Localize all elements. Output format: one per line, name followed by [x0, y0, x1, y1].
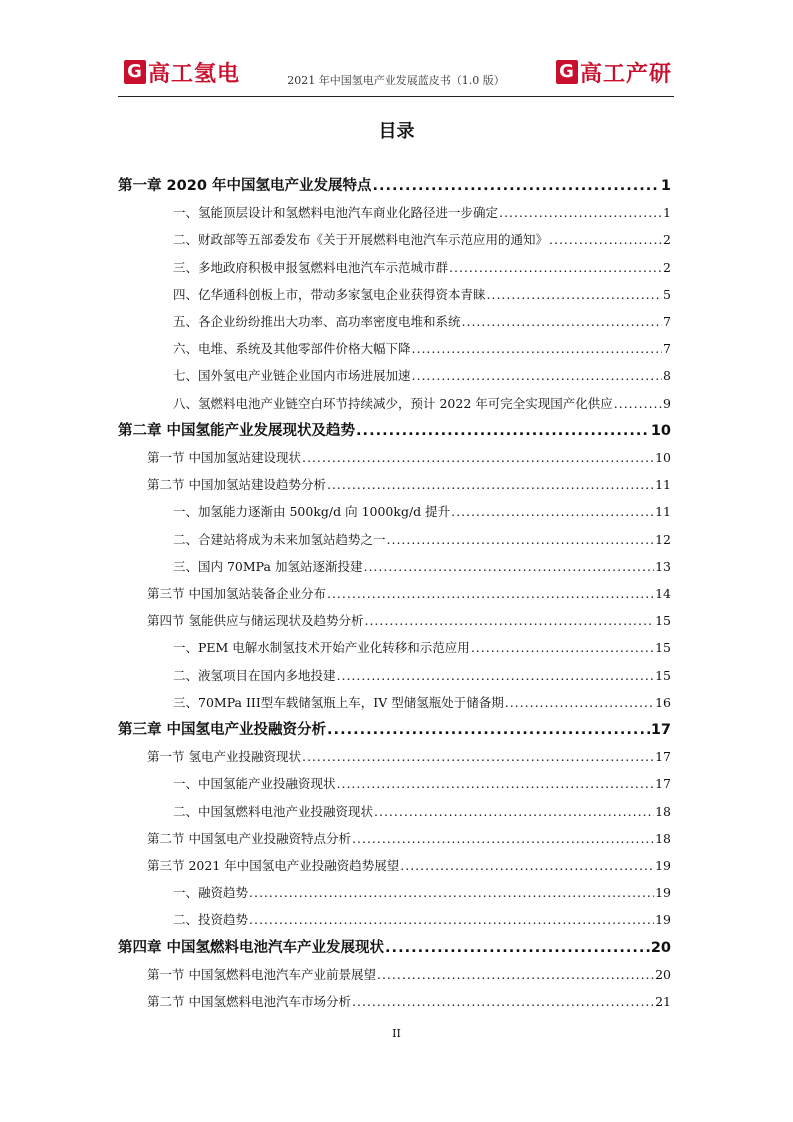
toc-leader-dots [487, 286, 663, 304]
toc-entry-page: 7 [663, 314, 671, 329]
toc-leader-dots [302, 449, 654, 467]
toc-entry-page: 8 [663, 368, 671, 383]
toc-leader-dots [385, 939, 650, 957]
toc-entry-page: 15 [655, 613, 671, 628]
toc-leader-dots [249, 911, 654, 929]
toc-entry-page: 1 [663, 205, 671, 220]
toc-leader-dots [449, 259, 662, 277]
toc-entry-label: 第一节 中国加氢站建设现状 [147, 450, 301, 465]
toc-leader-dots [327, 585, 654, 603]
toc-entry-label: 一、氢能顶层设计和氢燃料电池汽车商业化路径进一步确定 [173, 205, 499, 220]
page-header [118, 54, 674, 98]
page-number: II [392, 1027, 401, 1040]
toc-subsection-entry[interactable] [173, 231, 671, 249]
toc-leader-dots [327, 476, 654, 494]
logo-right-text: 高工产研 [579, 61, 672, 87]
toc-leader-dots [337, 667, 655, 685]
toc-chapter-entry[interactable] [118, 422, 671, 440]
toc-entry-label: 第三章 中国氢电产业投融资分析 [118, 722, 327, 738]
toc-entry-page: 19 [655, 885, 671, 900]
toc-leader-dots [337, 775, 655, 793]
toc-entry-label: 第三节 2021 年中国氢电产业投融资趋势展望 [147, 858, 400, 873]
toc-entry-page: 15 [655, 640, 671, 655]
toc-entry-label: 二、财政部等五部委发布《关于开展燃料电池汽车示范应用的通知》 [173, 232, 549, 247]
toc-entry-label: 一、PEM 电解水制氢技术开始产业化转移和示范应用 [173, 640, 470, 655]
toc-subsection-entry[interactable] [173, 639, 671, 657]
toc-chapter-entry[interactable] [118, 721, 671, 739]
toc-leader-dots [471, 639, 654, 657]
toc-subsection-entry[interactable] [173, 286, 671, 304]
toc-subsection-entry[interactable] [173, 803, 671, 821]
toc-entry-label: 六、电堆、系统及其他零部件价格大幅下降 [173, 341, 411, 356]
toc-subsection-entry[interactable] [173, 558, 671, 576]
toc-leader-dots [356, 422, 650, 440]
toc-entry-label: 第一章 2020 年中国氢电产业发展特点 [118, 178, 372, 194]
toc-entry-page: 9 [663, 396, 671, 411]
toc-leader-dots [374, 803, 654, 821]
toc-leader-dots [462, 313, 663, 331]
toc-entry-label: 第一节 中国氢燃料电池汽车产业前景展望 [147, 967, 376, 982]
toc-entry-page: 11 [655, 477, 671, 492]
toc-leader-dots [412, 367, 663, 385]
toc-section-entry[interactable] [147, 449, 671, 467]
toc-entry-label: 第二节 中国氢燃料电池汽车市场分析 [147, 994, 351, 1009]
toc-subsection-entry[interactable] [173, 340, 671, 358]
toc-section-entry[interactable] [147, 476, 671, 494]
toc-leader-dots [387, 531, 655, 549]
toc-entry-label: 第四章 中国氢燃料电池汽车产业发展现状 [118, 940, 385, 956]
toc-leader-dots [352, 830, 654, 848]
toc-leader-dots [249, 884, 654, 902]
toc-subsection-entry[interactable] [173, 204, 671, 222]
toc-entry-label: 第二节 中国加氢站建设趋势分析 [147, 477, 326, 492]
toc-entry-label: 三、多地政府积极申报氢燃料电池汽车示范城市群 [173, 260, 449, 275]
toc-leader-dots [505, 694, 654, 712]
toc-entry-page: 5 [663, 287, 671, 302]
toc-entry-page: 19 [655, 912, 671, 927]
toc-entry-page: 20 [655, 967, 671, 982]
toc-section-entry[interactable] [147, 993, 671, 1011]
toc-entry-label: 五、各企业纷纷推出大功率、高功率密度电堆和系统 [173, 314, 461, 329]
toc-subsection-entry[interactable] [173, 259, 671, 277]
toc-leader-dots [412, 340, 663, 358]
toc-leader-dots [372, 177, 659, 195]
toc-entry-label: 一、中国氢能产业投融资现状 [173, 776, 336, 791]
toc-entry-page: 18 [655, 804, 671, 819]
logo-mark-icon: G [124, 60, 146, 84]
toc-leader-dots [327, 721, 650, 739]
toc-entry-page: 10 [655, 450, 671, 465]
toc-entry-label: 第四节 氢能供应与储运现状及趋势分析 [147, 613, 364, 628]
toc-chapter-entry[interactable] [118, 177, 671, 195]
toc-entry-label: 一、融资趋势 [173, 885, 249, 900]
toc-subsection-entry[interactable] [173, 313, 671, 331]
toc-subsection-entry[interactable] [173, 395, 671, 413]
gaogong-research-logo [556, 58, 672, 86]
toc-section-entry[interactable] [147, 585, 671, 603]
toc-entry-page: 11 [655, 504, 671, 519]
toc-leader-dots [363, 558, 654, 576]
toc-subsection-entry[interactable] [173, 911, 671, 929]
header-divider [118, 96, 674, 97]
toc-entry-label: 第三节 中国加氢站装备企业分布 [147, 586, 326, 601]
toc-section-entry[interactable] [147, 748, 671, 766]
toc-entry-label: 一、加氢能力逐渐由 500kg/d 向 1000kg/d 提升 [173, 504, 451, 519]
toc-entry-label: 三、国内 70MPa 加氢站逐渐投建 [173, 559, 363, 574]
toc-entry-label: 第二章 中国氢能产业发展现状及趋势 [118, 423, 356, 439]
toc-entry-page: 16 [655, 695, 671, 710]
toc-entry-page: 2 [663, 260, 671, 275]
toc-subsection-entry[interactable] [173, 667, 671, 685]
toc-entry-page: 2 [663, 232, 671, 247]
toc-entry-page: 19 [655, 858, 671, 873]
toc-leader-dots [400, 857, 654, 875]
toc-subsection-entry[interactable] [173, 367, 671, 385]
toc-leader-dots [549, 231, 662, 249]
toc-entry-label: 二、投资趋势 [173, 912, 249, 927]
toc-subsection-entry[interactable] [173, 775, 671, 793]
toc-section-entry[interactable] [147, 966, 671, 984]
toc-entry-label: 第一节 氢电产业投融资现状 [147, 749, 301, 764]
toc-entry-page: 13 [655, 559, 671, 574]
toc-entry-page: 12 [655, 532, 671, 547]
toc-entry-page: 21 [655, 994, 671, 1009]
header-title: 2021 年中国氢电产业发展蓝皮书（1.0 版） [287, 74, 505, 87]
toc-entry-label: 三、70MPa III型车载储氢瓶上车，IV 型储氢瓶处于储备期 [173, 695, 504, 710]
toc-leader-dots [499, 204, 662, 222]
toc-subsection-entry[interactable] [173, 531, 671, 549]
toc-entry-page: 20 [650, 940, 671, 956]
toc-chapter-entry[interactable] [118, 939, 671, 957]
toc-entry-page: 17 [655, 749, 671, 764]
toc-section-entry[interactable] [147, 857, 671, 875]
toc-entry-page: 10 [650, 423, 671, 439]
toc-leader-dots [614, 395, 662, 413]
toc-entry-page: 17 [650, 722, 671, 738]
toc-section-entry[interactable] [147, 830, 671, 848]
toc-subsection-entry[interactable] [173, 694, 671, 712]
toc-entry-label: 八、氢燃料电池产业链空白环节持续减少，预计 2022 年可完全实现国产化供应 [173, 396, 613, 411]
toc-entry-label: 二、合建站将成为未来加氢站趋势之一 [173, 532, 386, 547]
toc-entry-page: 17 [655, 776, 671, 791]
toc-leader-dots [364, 612, 654, 630]
toc-entry-page: 14 [655, 586, 671, 601]
toc-entry-label: 第二节 中国氢电产业投融资特点分析 [147, 831, 351, 846]
toc-subsection-entry[interactable] [173, 884, 671, 902]
logo-mark-icon: G [556, 60, 578, 84]
toc-entry-label: 二、液氢项目在国内多地投建 [173, 668, 336, 683]
toc-entry-label: 七、国外氢电产业链企业国内市场进展加速 [173, 368, 411, 383]
toc-leader-dots [352, 993, 654, 1011]
toc-entry-page: 15 [655, 668, 671, 683]
toc-entry-label: 二、中国氢燃料电池产业投融资现状 [173, 804, 374, 819]
toc-leader-dots [377, 966, 654, 984]
toc-leader-dots [302, 748, 654, 766]
logo-left-text: 高工氢电 [148, 61, 241, 87]
toc-entry-page: 18 [655, 831, 671, 846]
toc-entry-page: 7 [663, 341, 671, 356]
toc-leader-dots [451, 503, 654, 521]
toc-title: 目录 [378, 121, 415, 142]
toc-entry-page: 1 [660, 178, 671, 194]
toc-section-entry[interactable] [147, 612, 671, 630]
toc-subsection-entry[interactable] [173, 503, 671, 521]
toc-entry-label: 四、亿华通科创板上市，带动多家氢电企业获得资本青睐 [173, 287, 486, 302]
